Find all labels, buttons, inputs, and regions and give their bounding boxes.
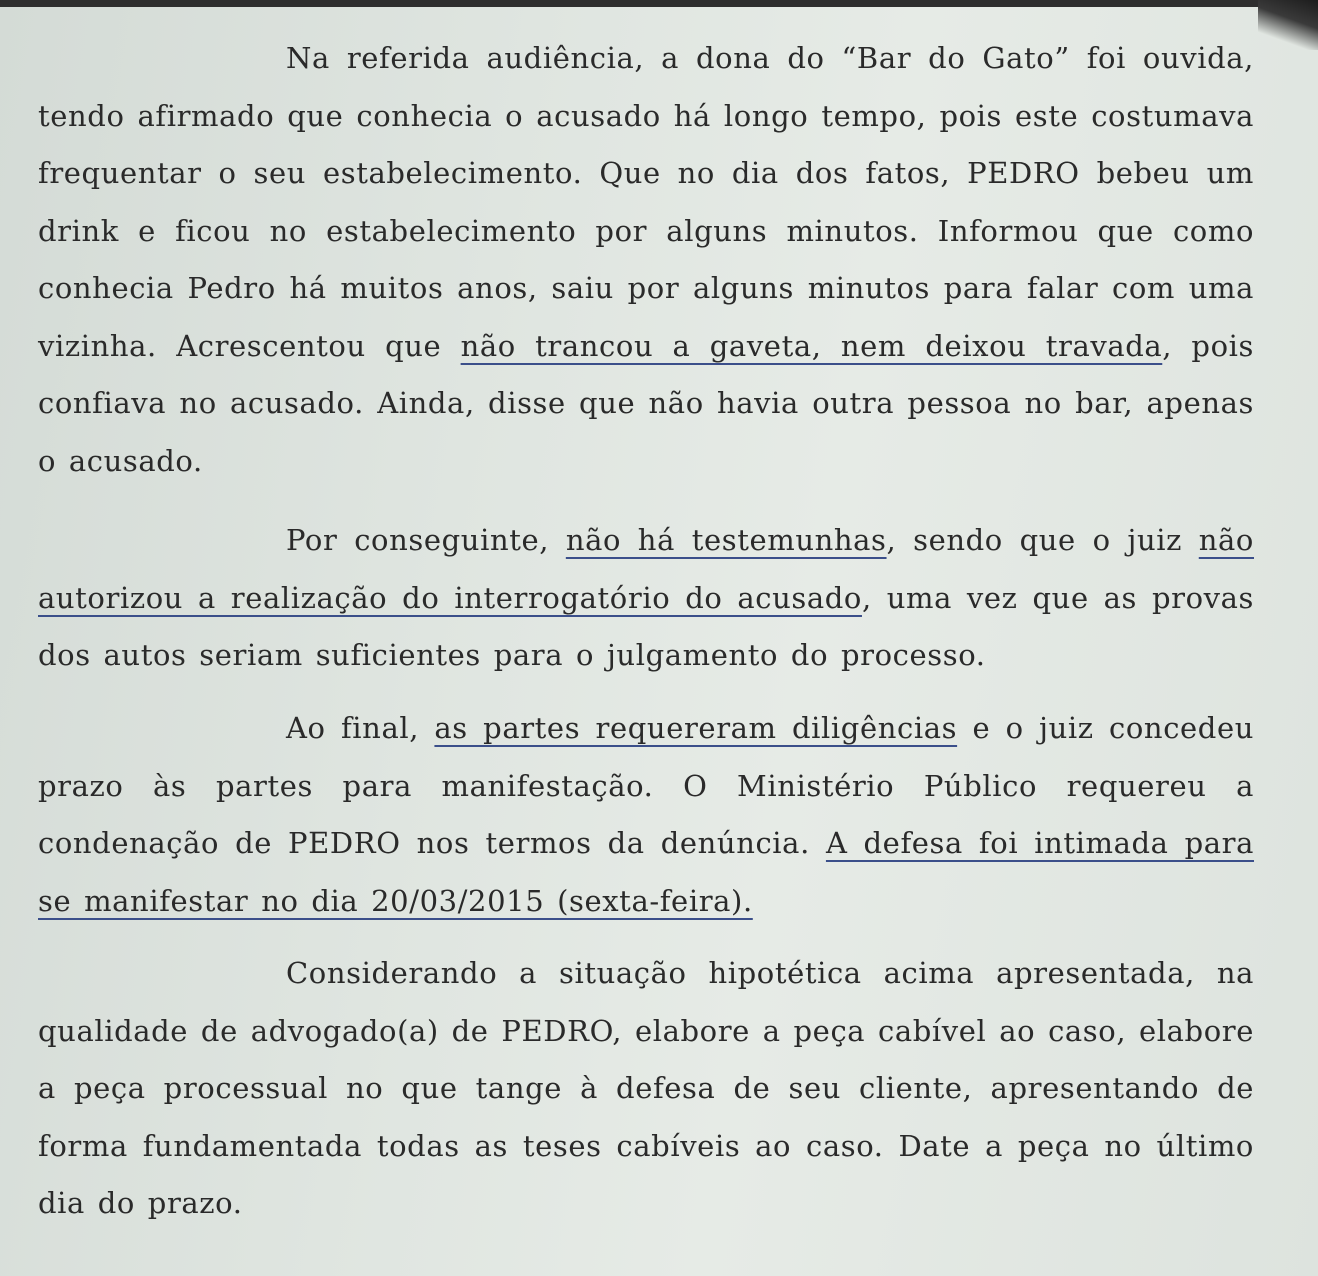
- page-corner-shadow: [1258, 0, 1318, 50]
- pen-underline-defesa: A defesa foi intimada para se manifestar no dia 20/03/2015 (sexta-feira).: [38, 826, 1254, 918]
- pen-underline-interrogatorio: não autorizou a realização do interrogatório do acusado: [38, 523, 1254, 615]
- pen-underline-diligencias: as partes requereram diligências: [434, 711, 958, 745]
- paragraph-1-text-2: , pois confiava no acusado. Ainda, disse que não havia outra pessoa no bar, apenas o acusado.: [38, 328, 1254, 478]
- paragraph-4: [38, 945, 1254, 1233]
- paragraph-3-text-2: e o juiz concedeu prazo às partes para manifestação. O Ministério Público requereu a condenação de PEDRO nos termos da denúncia.: [38, 711, 1255, 860]
- paragraph-2-text-1: Por conseguinte,: [286, 523, 566, 557]
- paragraph-1-text-1: Na referida audiência, a dona do “Bar do Gato” foi ouvida, tendo afirmado que conhecia o acusado há longo tempo, pois este costumava frequentar o seu estabelecimento. Que no dia dos fatos, PEDRO bebeu um drink e ficou no estabelecimento por alguns minutos. Informou que como conhecia Pedro há muitos anos, saiu por alguns minutos para falar com uma vizinha. Acrescentou que: [38, 41, 1254, 363]
- paragraph-2-text-2: , sendo que o juiz: [886, 523, 1199, 557]
- paragraph-4-text-1: Considerando a situação hipotética acima apresentada, na qualidade de advogado(a) de PEDRO, elabore a peça cabível ao caso, elabore a peça processual no que tange à defesa de seu cliente, apresentando de forma fundamentada todas as teses cabíveis ao caso. Date a peça no último dia do prazo.: [38, 956, 1254, 1220]
- paragraph-1: [38, 30, 1254, 490]
- paragraph-2: [38, 512, 1254, 685]
- paragraph-3-text-1: Ao final,: [286, 711, 435, 745]
- paragraph-2-text-3: , uma vez que as provas dos autos seriam suficientes para o julgamento do processo.: [38, 580, 1254, 672]
- top-rule: [0, 0, 1260, 7]
- pen-underline-gaveta: não trancou a gaveta, nem deixou travada: [460, 328, 1163, 363]
- pen-underline-testemunhas: não há testemunhas: [565, 523, 887, 557]
- paragraph-3: [38, 700, 1254, 930]
